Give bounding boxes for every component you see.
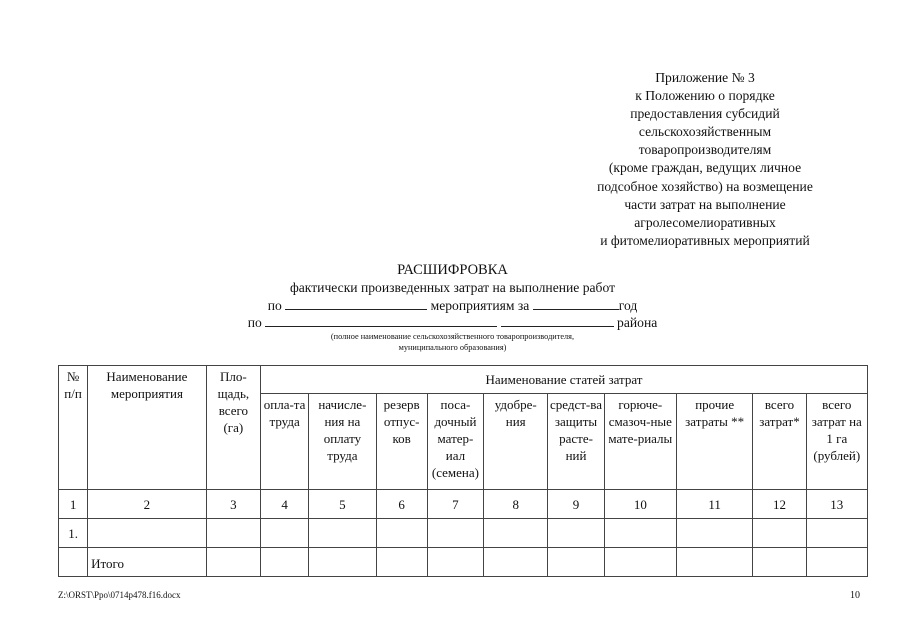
page-number: 10 [850,590,860,601]
column-number: 9 [548,490,604,519]
empty-cell [548,519,604,548]
empty-cell [206,548,260,577]
empty-cell [484,548,548,577]
empty-cell [206,519,260,548]
header-area: Пло-щадь, всего (га) [206,366,260,490]
column-number: 8 [484,490,548,519]
empty-cell [676,519,752,548]
empty-cell [604,519,676,548]
column-number: 1 [59,490,88,519]
empty-cell [376,548,427,577]
column-number: 4 [260,490,308,519]
header-col-8: удобре-ния [484,394,548,490]
column-number: 7 [427,490,483,519]
year-blank [533,296,619,310]
header-col-13: всего затрат на 1 га (рублей) [806,394,867,490]
producer-note [0,331,905,353]
document-title: РАСШИФРОВКА [397,262,508,278]
producer-suffix: района [613,315,658,330]
table-row [59,519,868,548]
empty-cell [806,548,867,577]
empty-cell [427,519,483,548]
row-num [59,548,88,577]
appendix-line: (кроме граждан, ведущих личное [608,160,802,176]
appendix-line: товаропроизводителям [638,142,772,158]
empty-cell [548,548,604,577]
empty-cell [309,548,376,577]
row-name [88,519,207,548]
empty-cell [753,519,806,548]
period-suffix: год [618,298,638,313]
column-number: 13 [806,490,867,519]
activity-type-blank [285,296,427,310]
appendix-block [560,69,850,250]
appendix-line: к Положению о порядке [635,88,775,104]
empty-cell [753,548,806,577]
note-line: муниципального образования) [398,343,507,352]
header-col-11: прочие затраты ** [676,394,752,490]
note-line: (полное наименование сельскохозяйственного товаропроизводителя, [330,332,575,341]
column-number: 5 [309,490,376,519]
empty-cell [427,548,483,577]
header-cost-group: Наименование статей затрат [260,366,867,394]
document-subtitle: фактически произведенных затрат на выполнение работ [289,280,616,295]
column-number-row [59,490,868,519]
file-path: Z:\ORST\Ppo\0714p478.f16.docx [58,590,181,600]
header-num: № п/п [59,366,88,490]
row-num: 1. [59,519,88,548]
column-number: 6 [376,490,427,519]
header-col-10: горюче-смазоч-ные мате-риалы [604,394,676,490]
header-col-4: опла-та труда [260,394,308,490]
column-number: 12 [753,490,806,519]
producer-name-blank [265,313,497,327]
producer-line [0,313,905,332]
appendix-line: части затрат на выполнение [624,196,786,212]
costs-table [58,365,868,577]
period-middle: мероприятиям за [427,298,533,313]
appendix-line: предоставления субсидий [630,106,780,122]
header-col-12: всего затрат* [753,394,806,490]
empty-cell [309,519,376,548]
column-number: 3 [206,490,260,519]
empty-cell [806,519,867,548]
appendix-line: агролесомелиоративных [634,214,776,230]
empty-cell [604,548,676,577]
column-number: 10 [604,490,676,519]
table-row-total [59,548,868,577]
row-name: Итого [88,548,207,577]
empty-cell [676,548,752,577]
header-row [59,366,868,394]
producer-prefix: по [247,315,266,330]
header-col-9: средст-ва защиты расте-ний [548,394,604,490]
appendix-line: сельскохозяйственным [638,124,772,140]
empty-cell [484,519,548,548]
header-col-6: резерв отпус-ков [376,394,427,490]
header-name: Наименование мероприятия [88,366,207,490]
empty-cell [376,519,427,548]
period-prefix: по [267,298,286,313]
column-number: 2 [88,490,207,519]
empty-cell [260,548,308,577]
header-col-5: начисле-ния на оплату труда [309,394,376,490]
district-blank [501,313,614,327]
empty-cell [260,519,308,548]
appendix-line: и фитомелиоративных мероприятий [600,232,810,248]
appendix-line: Приложение № 3 [655,70,755,85]
column-number: 11 [676,490,752,519]
appendix-line: подсобное хозяйство) на возмещение [597,178,813,194]
header-col-7: поса-дочный матер-иал (семена) [427,394,483,490]
